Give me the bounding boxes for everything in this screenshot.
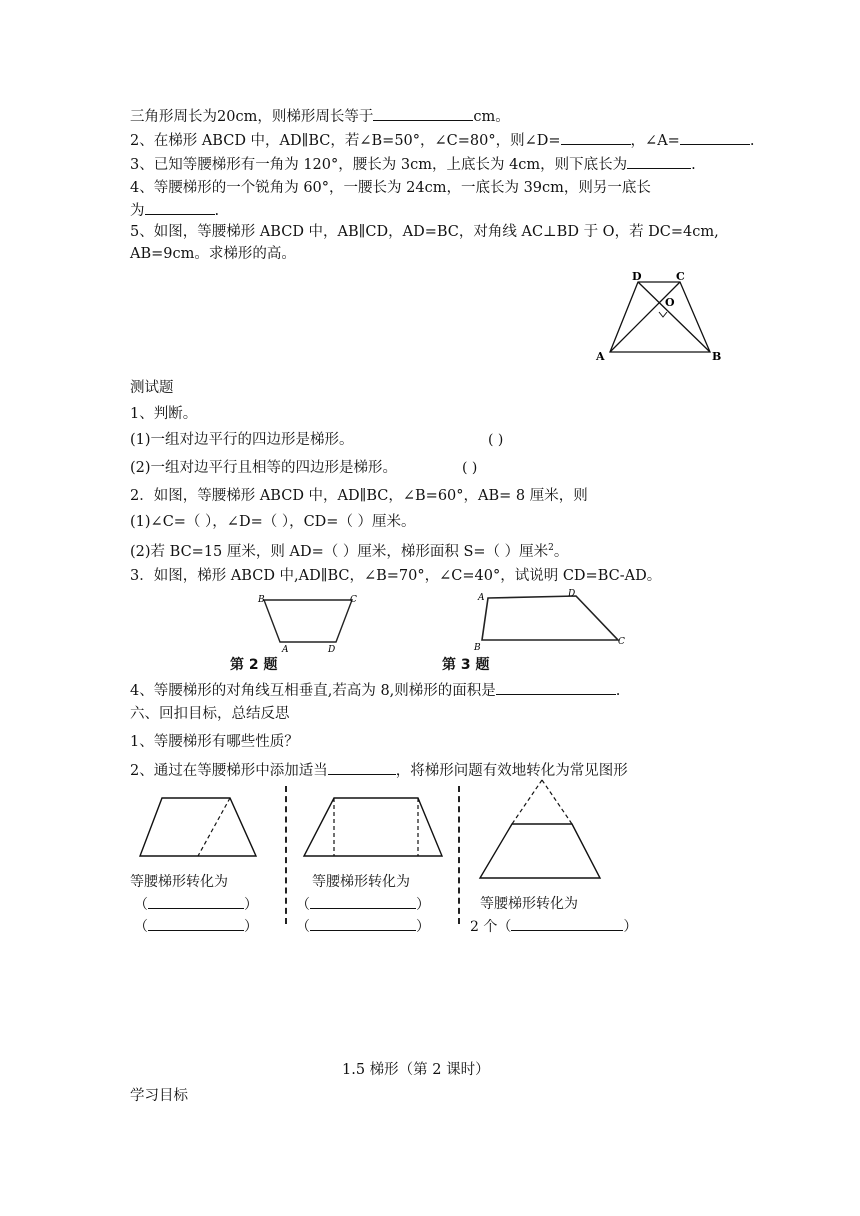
question-1: 1、等腰梯形有哪些性质？ xyxy=(130,734,299,750)
test-2a: (1)∠C=（ ），∠D=（ ），CD=（ ）厘米。 xyxy=(130,514,416,530)
svg-text:D: D xyxy=(328,645,336,654)
conversion-label-2: 等腰梯形转化为 xyxy=(312,874,410,890)
learning-goals-heading: 学习目标 xyxy=(130,1088,188,1104)
conversion-blank-2a: （ ） xyxy=(296,894,430,915)
conversion-label-3: 等腰梯形转化为 xyxy=(480,896,578,912)
test-4: 4、等腰梯形的对角线互相垂直,若高为 8,则梯形的面积是 . xyxy=(130,680,620,701)
caption-problem-2: 第 2 题 xyxy=(230,657,278,673)
trapezoid-diagonals-figure xyxy=(590,268,730,368)
conversion-blank-2b: （ ） xyxy=(296,916,430,937)
line-2: 2、在梯形 ABCD 中，AD∥BC，若∠B=50°，∠C=80°，则∠D= ，∠A= . xyxy=(130,130,754,151)
question-2: 2、通过在等腰梯形中添加适当 ，将梯形问题有效地转化为常见图形 xyxy=(130,760,628,781)
conversion-label-1: 等腰梯形转化为 xyxy=(130,874,228,890)
caption-problem-3: 第 3 题 xyxy=(442,657,490,673)
label-D: D xyxy=(632,270,642,283)
section-heading: 1.5 梯形（第 2 课时） xyxy=(342,1062,490,1078)
conversion-figure-1 xyxy=(136,794,260,860)
conversion-figure-2 xyxy=(300,794,444,860)
label-B: B xyxy=(712,350,722,363)
line-5: 5、如图，等腰梯形 ABCD 中，AB∥CD，AD=BC，对角线 AC⊥BD 于 O，若 DC=4cm, xyxy=(130,224,719,240)
test-title: 测试题 xyxy=(130,380,174,396)
svg-text:C: C xyxy=(618,637,625,647)
test-1: 1、判断。 xyxy=(130,406,198,422)
line-4b: 为 . xyxy=(130,200,219,221)
svg-text:B: B xyxy=(258,595,265,605)
svg-text:A: A xyxy=(478,593,485,603)
line-1: 三角形周长为20cm，则梯形周长等于 cm。 xyxy=(130,106,510,127)
section-6: 六、回扣目标，总结反思 xyxy=(130,706,290,722)
conversion-figure-3 xyxy=(476,776,606,882)
svg-text:D: D xyxy=(568,589,576,599)
blank xyxy=(373,106,473,121)
label-A: A xyxy=(596,350,605,363)
conversion-blank-3: 2 个（ ） xyxy=(470,916,637,937)
label-O: O xyxy=(665,296,675,309)
test-1b: (2)一组对边平行且相等的四边形是梯形。 xyxy=(130,460,398,476)
separator-1 xyxy=(285,786,287,924)
svg-text:A: A xyxy=(282,645,289,654)
svg-text:C: C xyxy=(350,595,357,605)
test-1b-paren: ( ) xyxy=(462,460,478,476)
test-2: 2．如图，等腰梯形 ABCD 中，AD∥BC，∠B=60°，AB= 8 厘米，则 xyxy=(130,488,588,504)
separator-2 xyxy=(458,786,460,924)
svg-text:B: B xyxy=(474,643,481,653)
problem-3-figure xyxy=(448,588,638,654)
line-4: 4、等腰梯形的一个锐角为 60°，一腰长为 24cm，一底长为 39cm，则另一底长 xyxy=(130,180,651,196)
line-3: 3、已知等腰梯形有一角为 120°，腰长为 3cm，上底长为 4cm，则下底长为 . xyxy=(130,154,696,175)
conversion-blank-1b: （ ） xyxy=(134,916,258,937)
test-1a: (1)一组对边平行的四边形是梯形。 xyxy=(130,432,354,448)
test-3: 3．如图，梯形 ABCD 中,AD∥BC，∠B=70°，∠C=40°，试说明 CD=BC-AD。 xyxy=(130,568,662,584)
line-5b: AB=9cm。求梯形的高。 xyxy=(130,246,296,262)
test-2b: (2)若 BC=15 厘米，则 AD=（ ）厘米，梯形面积 S=（ ）厘米$^2$。 xyxy=(130,543,569,560)
test-1a-paren: ( ) xyxy=(488,432,504,448)
problem-2-figure xyxy=(232,590,372,654)
label-C: C xyxy=(676,270,685,283)
conversion-blank-1a: （ ） xyxy=(134,894,258,915)
